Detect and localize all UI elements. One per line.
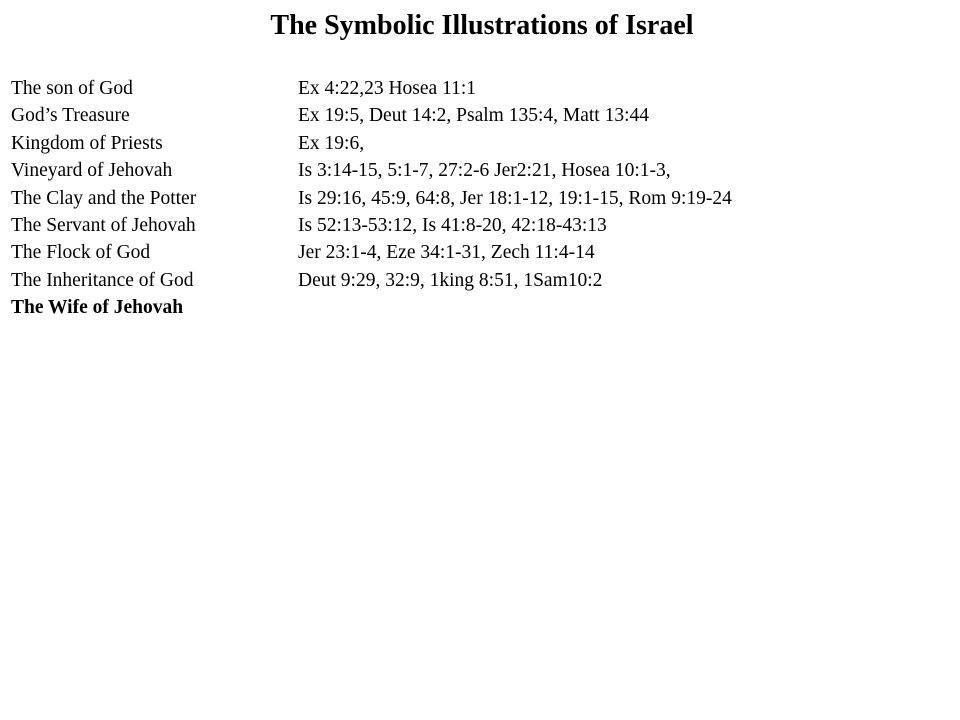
illustration-term: The Servant of Jehovah	[11, 214, 196, 236]
illustration-term: The Clay and the Potter	[11, 187, 197, 209]
list-item	[11, 157, 951, 184]
list-item-highlighted	[11, 294, 951, 321]
slide-title: The Symbolic Illustrations of Israel	[270, 10, 694, 41]
list-item	[11, 75, 951, 102]
scripture-references: Deut 9:29, 32:9, 1king 8:51, 1Sam10:2	[298, 269, 603, 291]
scripture-references: Ex 19:5, Deut 14:2, Psalm 135:4, Matt 13:44	[298, 105, 649, 127]
scripture-references: Ex 4:22,23 Hosea 11:1	[298, 78, 477, 99]
scripture-references: Is 29:16, 45:9, 64:8, Jer 18:1-12, 19:1-15, Rom 9:19-24	[298, 187, 732, 209]
scripture-references: Ex 19:6,	[298, 132, 365, 154]
list-item	[11, 267, 951, 294]
illustration-term: The Flock of God	[11, 242, 151, 264]
illustration-term: God’s Treasure	[11, 105, 130, 127]
scripture-references: Is 3:14-15, 5:1-7, 27:2-6 Jer2:21, Hosea 10:1-3,	[298, 160, 671, 182]
illustration-term: The Inheritance of God	[11, 269, 194, 291]
scripture-references: Is 52:13-53:12, Is 41:8-20, 42:18-43:13	[298, 214, 607, 236]
list-item	[11, 130, 951, 157]
list-item	[11, 239, 951, 266]
illustration-term: The Wife of Jehovah	[11, 297, 184, 319]
illustration-term: The son of God	[11, 78, 133, 99]
scripture-references: Jer 23:1-4, Eze 34:1-31, Zech 11:4-14	[298, 242, 595, 264]
list-item	[11, 212, 951, 239]
list-item	[11, 102, 951, 129]
illustration-term: Kingdom of Priests	[11, 132, 163, 154]
illustration-term: Vineyard of Jehovah	[11, 160, 173, 182]
illustration-list	[11, 75, 951, 322]
list-item	[11, 185, 951, 212]
